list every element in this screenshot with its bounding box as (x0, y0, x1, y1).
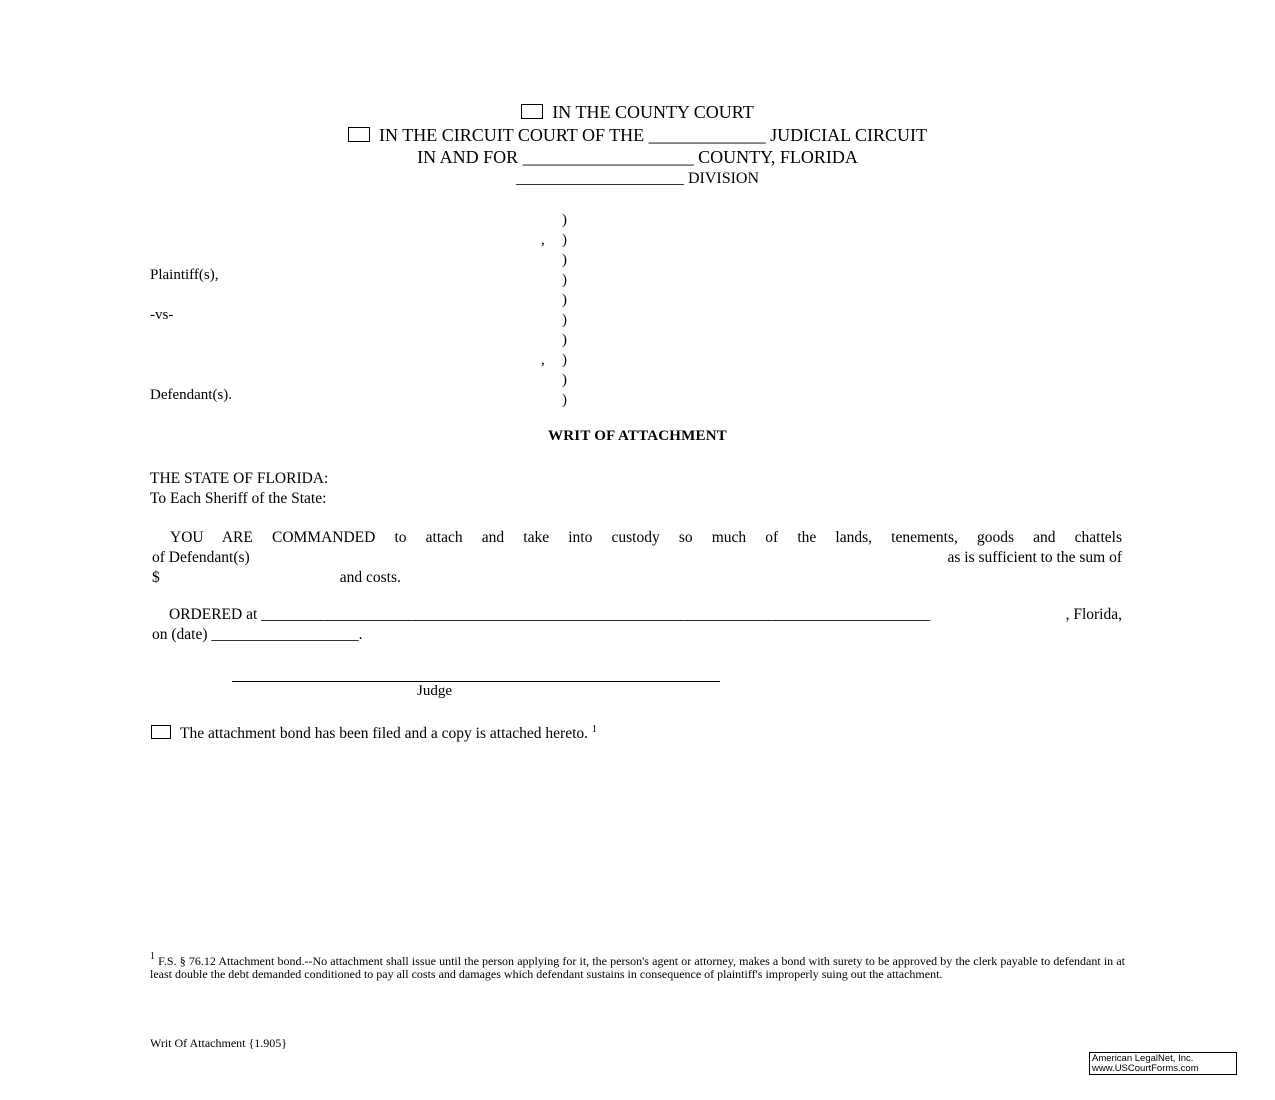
footnote-marker: 1 (150, 951, 155, 962)
circuit-court-label: IN THE CIRCUIT COURT OF THE _____________ JUDICIAL CIRCUIT (379, 125, 927, 145)
judge-label: Judge (417, 683, 452, 699)
publisher-name: American LegalNet, Inc. (1092, 1053, 1194, 1064)
circuit-court-checkbox[interactable] (348, 127, 370, 142)
plaintiff-label: Plaintiff(s), (150, 267, 219, 283)
command-line-3 (152, 568, 1122, 588)
paren: ) (562, 312, 567, 328)
footnote-text: F.S. § 76.12 Attachment bond.--No attachment shall issue until the person applying for it, the person's agent or attorney, makes a bond with surety to be approved by the clerk payable to defendant in at least double the debt demanded conditioned to pay all costs and damages which defendant sustains in consequence of plaintiff's improperly suing out the attachment. (150, 954, 1125, 981)
paren: ) (562, 232, 567, 248)
ordered-prefix: ORDERED at (169, 606, 258, 623)
county-court-checkbox[interactable] (521, 104, 543, 119)
paren: ) (562, 352, 567, 368)
defendant-ref: of Defendant(s) (152, 549, 250, 566)
ordered-date-line: on (date) ___________________. (152, 626, 363, 643)
caption-parens (562, 210, 567, 410)
paren: ) (562, 332, 567, 348)
judge-signature-line[interactable] (232, 681, 720, 682)
publisher-stamp (1089, 1052, 1237, 1075)
court-line-county (0, 102, 1275, 122)
defendant-label: Defendant(s). (150, 387, 233, 403)
paren: ) (562, 372, 567, 388)
command-line-1: YOU ARE COMMANDED to attach and take into custody so much of the lands, tenements, goods and chattels (170, 529, 1122, 546)
document-title: WRIT OF ATTACHMENT (548, 428, 727, 444)
footnote (150, 950, 1125, 981)
ordered-location-blank[interactable]: ___________________________________________________________________________________________ (261, 606, 930, 623)
county-line: IN AND FOR ___________________ COUNTY, FLORIDA (417, 147, 858, 167)
form-id: Writ Of Attachment {1.905} (150, 1036, 288, 1050)
command-line-2 (152, 548, 1122, 568)
paren: ) (562, 392, 567, 408)
paren: ) (562, 292, 567, 308)
bond-text: The attachment bond has been filed and a copy is attached hereto. (180, 725, 589, 742)
dollar-sign: $ (152, 569, 160, 586)
court-line-circuit (0, 125, 1275, 145)
vs-label: -vs- (150, 307, 174, 323)
publisher-website: www.USCourtForms.com (1092, 1063, 1199, 1074)
and-costs: and costs. (339, 569, 401, 586)
paren: ) (562, 212, 567, 228)
county-court-label: IN THE COUNTY COURT (552, 102, 754, 122)
footnote-ref: 1 (591, 724, 597, 735)
bond-statement (151, 720, 597, 744)
paren: ) (562, 252, 567, 268)
plaintiff-comma: , (541, 232, 545, 248)
ordered-suffix: , Florida, (1065, 606, 1122, 623)
bond-checkbox[interactable] (151, 725, 171, 739)
division-line: _____________________ DIVISION (515, 170, 760, 187)
command-paragraph (152, 528, 1122, 588)
ordered-line-1 (152, 605, 1122, 625)
paren: ) (562, 272, 567, 288)
defendant-comma: , (541, 352, 545, 368)
state-address: THE STATE OF FLORIDA: (150, 470, 329, 487)
sufficient-sum: as is sufficient to the sum of (947, 549, 1122, 566)
sheriff-address: To Each Sheriff of the State: (150, 490, 327, 507)
ordered-paragraph (152, 605, 1122, 645)
